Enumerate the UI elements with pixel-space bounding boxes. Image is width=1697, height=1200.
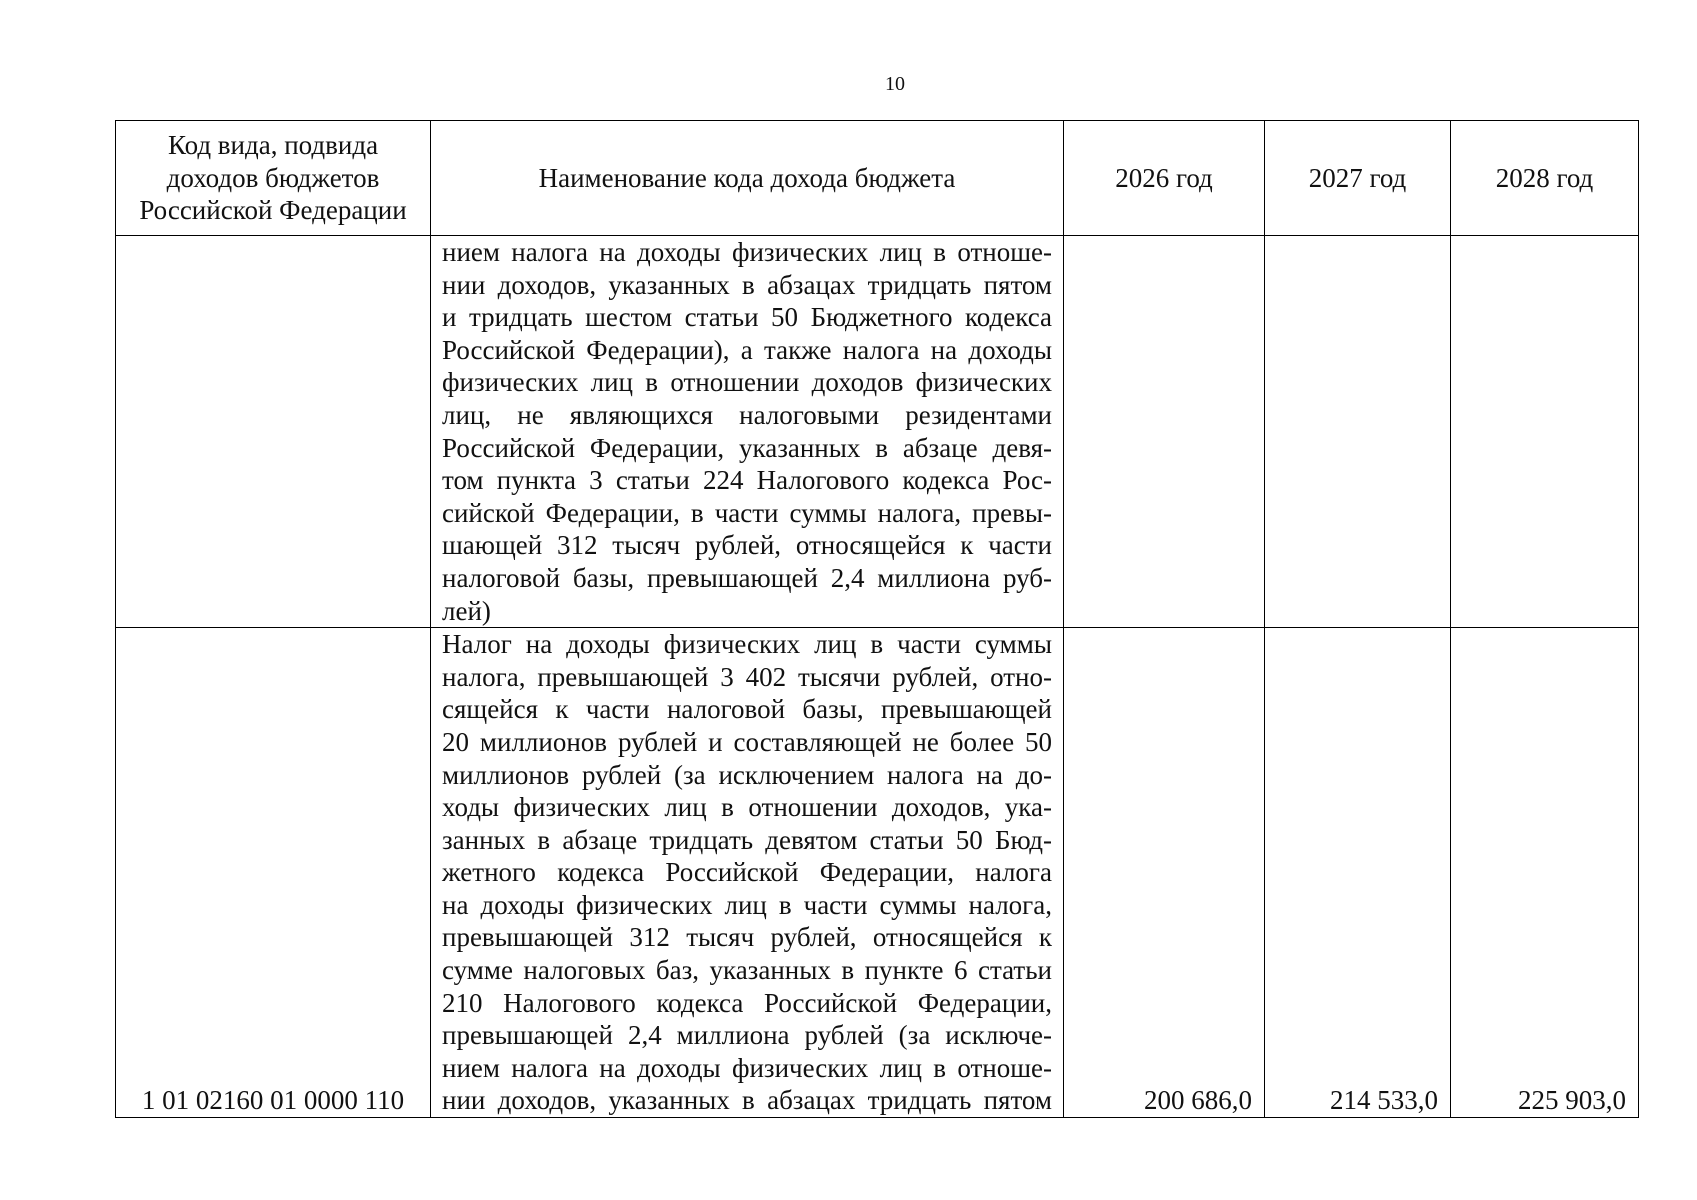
header-code-line: Российской Федерации	[139, 195, 407, 226]
value-cell-2027: 214 533,0	[1265, 628, 1451, 1118]
description-line: шающей 312 тысяч рублей, относящейся к части	[442, 530, 1052, 561]
header-code	[116, 121, 431, 236]
header-year-2027: 2027 год	[1265, 121, 1451, 236]
page-number: 10	[885, 73, 905, 95]
description-line: миллионов рублей (за исключением налога на до-	[442, 759, 1052, 790]
description-line: сумме налоговых баз, указанных в пункте 6 статьи	[442, 955, 1052, 986]
description-line: сящейся к части налоговой базы, превышающей	[442, 694, 1052, 725]
revenue-table	[115, 120, 1639, 1118]
description-line: 210 Налогового кодекса Российской Федерации,	[442, 987, 1052, 1018]
description-line: на доходы физических лиц в части суммы налога,	[442, 889, 1052, 920]
description-line: налоговой базы, превышающей 2,4 миллиона руб-	[442, 562, 1052, 593]
description-line: занных в абзаце тридцать девятом статьи 50 Бюд-	[442, 824, 1052, 855]
header-name: Наименование кода дохода бюджета	[431, 121, 1064, 236]
description-line: и тридцать шестом статьи 50 Бюджетного кодекса	[442, 302, 1052, 333]
value-cell-2028	[1451, 236, 1639, 628]
header-year-2028: 2028 год	[1451, 121, 1639, 236]
description-line: жетного кодекса Российской Федерации, налога	[442, 857, 1052, 888]
description-line: физических лиц в отношении доходов физических	[442, 367, 1052, 398]
description-line: сийской Федерации, в части суммы налога, превы-	[442, 497, 1052, 528]
description-line: нием налога на доходы физических лиц в отноше-	[442, 237, 1052, 267]
table-header-row	[116, 121, 1639, 236]
value-cell-2028: 225 903,0	[1451, 628, 1639, 1118]
header-code-line: доходов бюджетов	[166, 162, 380, 193]
description-line: превышающей 2,4 миллиона рублей (за исключе-	[442, 1020, 1052, 1051]
description-line: лей)	[442, 595, 491, 626]
description-line: нием налога на доходы физических лиц в отноше-	[442, 1052, 1052, 1083]
description-line: том пункта 3 статьи 224 Налогового кодекса Рос-	[442, 465, 1052, 496]
description-cell	[431, 236, 1064, 628]
description-cell	[431, 628, 1064, 1118]
code-cell	[116, 236, 431, 628]
value-cell-2026	[1064, 236, 1265, 628]
description-line: налога, превышающей 3 402 тысячи рублей, отно-	[442, 661, 1052, 692]
value-cell-2027	[1265, 236, 1451, 628]
table-row	[116, 628, 1639, 1118]
description-line: ходы физических лиц в отношении доходов, ука-	[442, 792, 1052, 823]
description-line: Российской Федерации), а также налога на доходы	[442, 334, 1052, 365]
description-line: Российской Федерации, указанных в абзаце девя-	[442, 432, 1052, 463]
header-code-line: Код вида, подвида	[167, 130, 379, 161]
description-line: нии доходов, указанных в абзацах тридцать пятом	[442, 1085, 1052, 1116]
description-line: Налог на доходы физических лиц в части суммы	[442, 629, 1052, 660]
description-line: нии доходов, указанных в абзацах тридцать пятом	[442, 269, 1052, 300]
description-line: превышающей 312 тысяч рублей, относящейся к	[442, 922, 1052, 953]
value-cell-2026: 200 686,0	[1064, 628, 1265, 1118]
description-line: лиц, не являющихся налоговыми резидентами	[442, 399, 1052, 430]
header-year-2026: 2026 год	[1064, 121, 1265, 236]
description-line: 20 миллионов рублей и составляющей не более 50	[442, 726, 1052, 757]
table-row	[116, 236, 1639, 628]
code-cell: 1 01 02160 01 0000 110	[116, 628, 431, 1118]
